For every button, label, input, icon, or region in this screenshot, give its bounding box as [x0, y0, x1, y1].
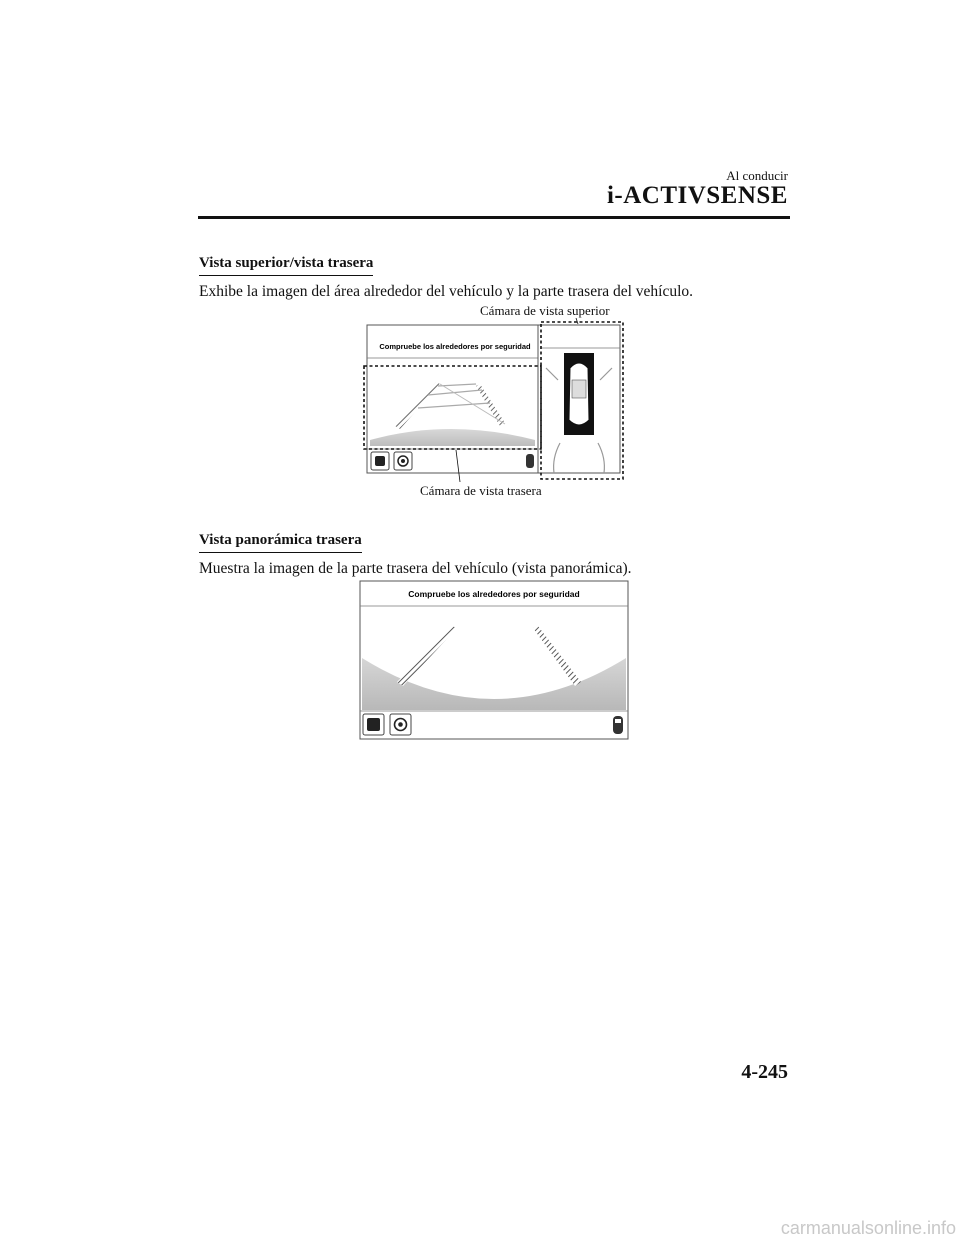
body-rear-panoramic-view: Muestra la imagen de la parte trasera del vehículo (vista panorámica).: [199, 560, 632, 577]
settings-icon[interactable]: [394, 452, 412, 470]
callout-rear-view-camera: Cámara de vista trasera: [420, 483, 542, 498]
page-number: 4-245: [741, 1061, 788, 1083]
chapter-label: Al conducir: [726, 168, 788, 183]
section-title: i-ACTIVSENSE: [606, 182, 788, 209]
header-rule: [198, 216, 790, 219]
heading-top-rear-view: Vista superior/vista trasera: [199, 255, 373, 276]
heading-rear-panoramic-view: Vista panorámica trasera: [199, 532, 362, 553]
parking-sensor-car-icon: [613, 716, 623, 734]
watermark: carmanualsonline.info: [780, 1218, 956, 1238]
body-top-rear-view: Exhibe la imagen del área alrededor del vehículo y la parte trasera del vehículo.: [199, 283, 694, 300]
camera-switch-icon[interactable]: [363, 714, 384, 735]
settings-icon[interactable]: [390, 714, 411, 735]
camera-switch-icon[interactable]: [371, 452, 389, 470]
screen-banner-2: Compruebe los alrededores por seguridad: [408, 589, 580, 599]
screen-banner-1: Compruebe los alrededores por seguridad: [379, 342, 531, 351]
figure-top-rear-view: [340, 318, 640, 486]
parking-sensor-car-icon: [526, 454, 534, 468]
callout-top-view-camera: Cámara de vista superior: [480, 303, 610, 318]
figure-rear-panoramic-view: [359, 580, 631, 742]
